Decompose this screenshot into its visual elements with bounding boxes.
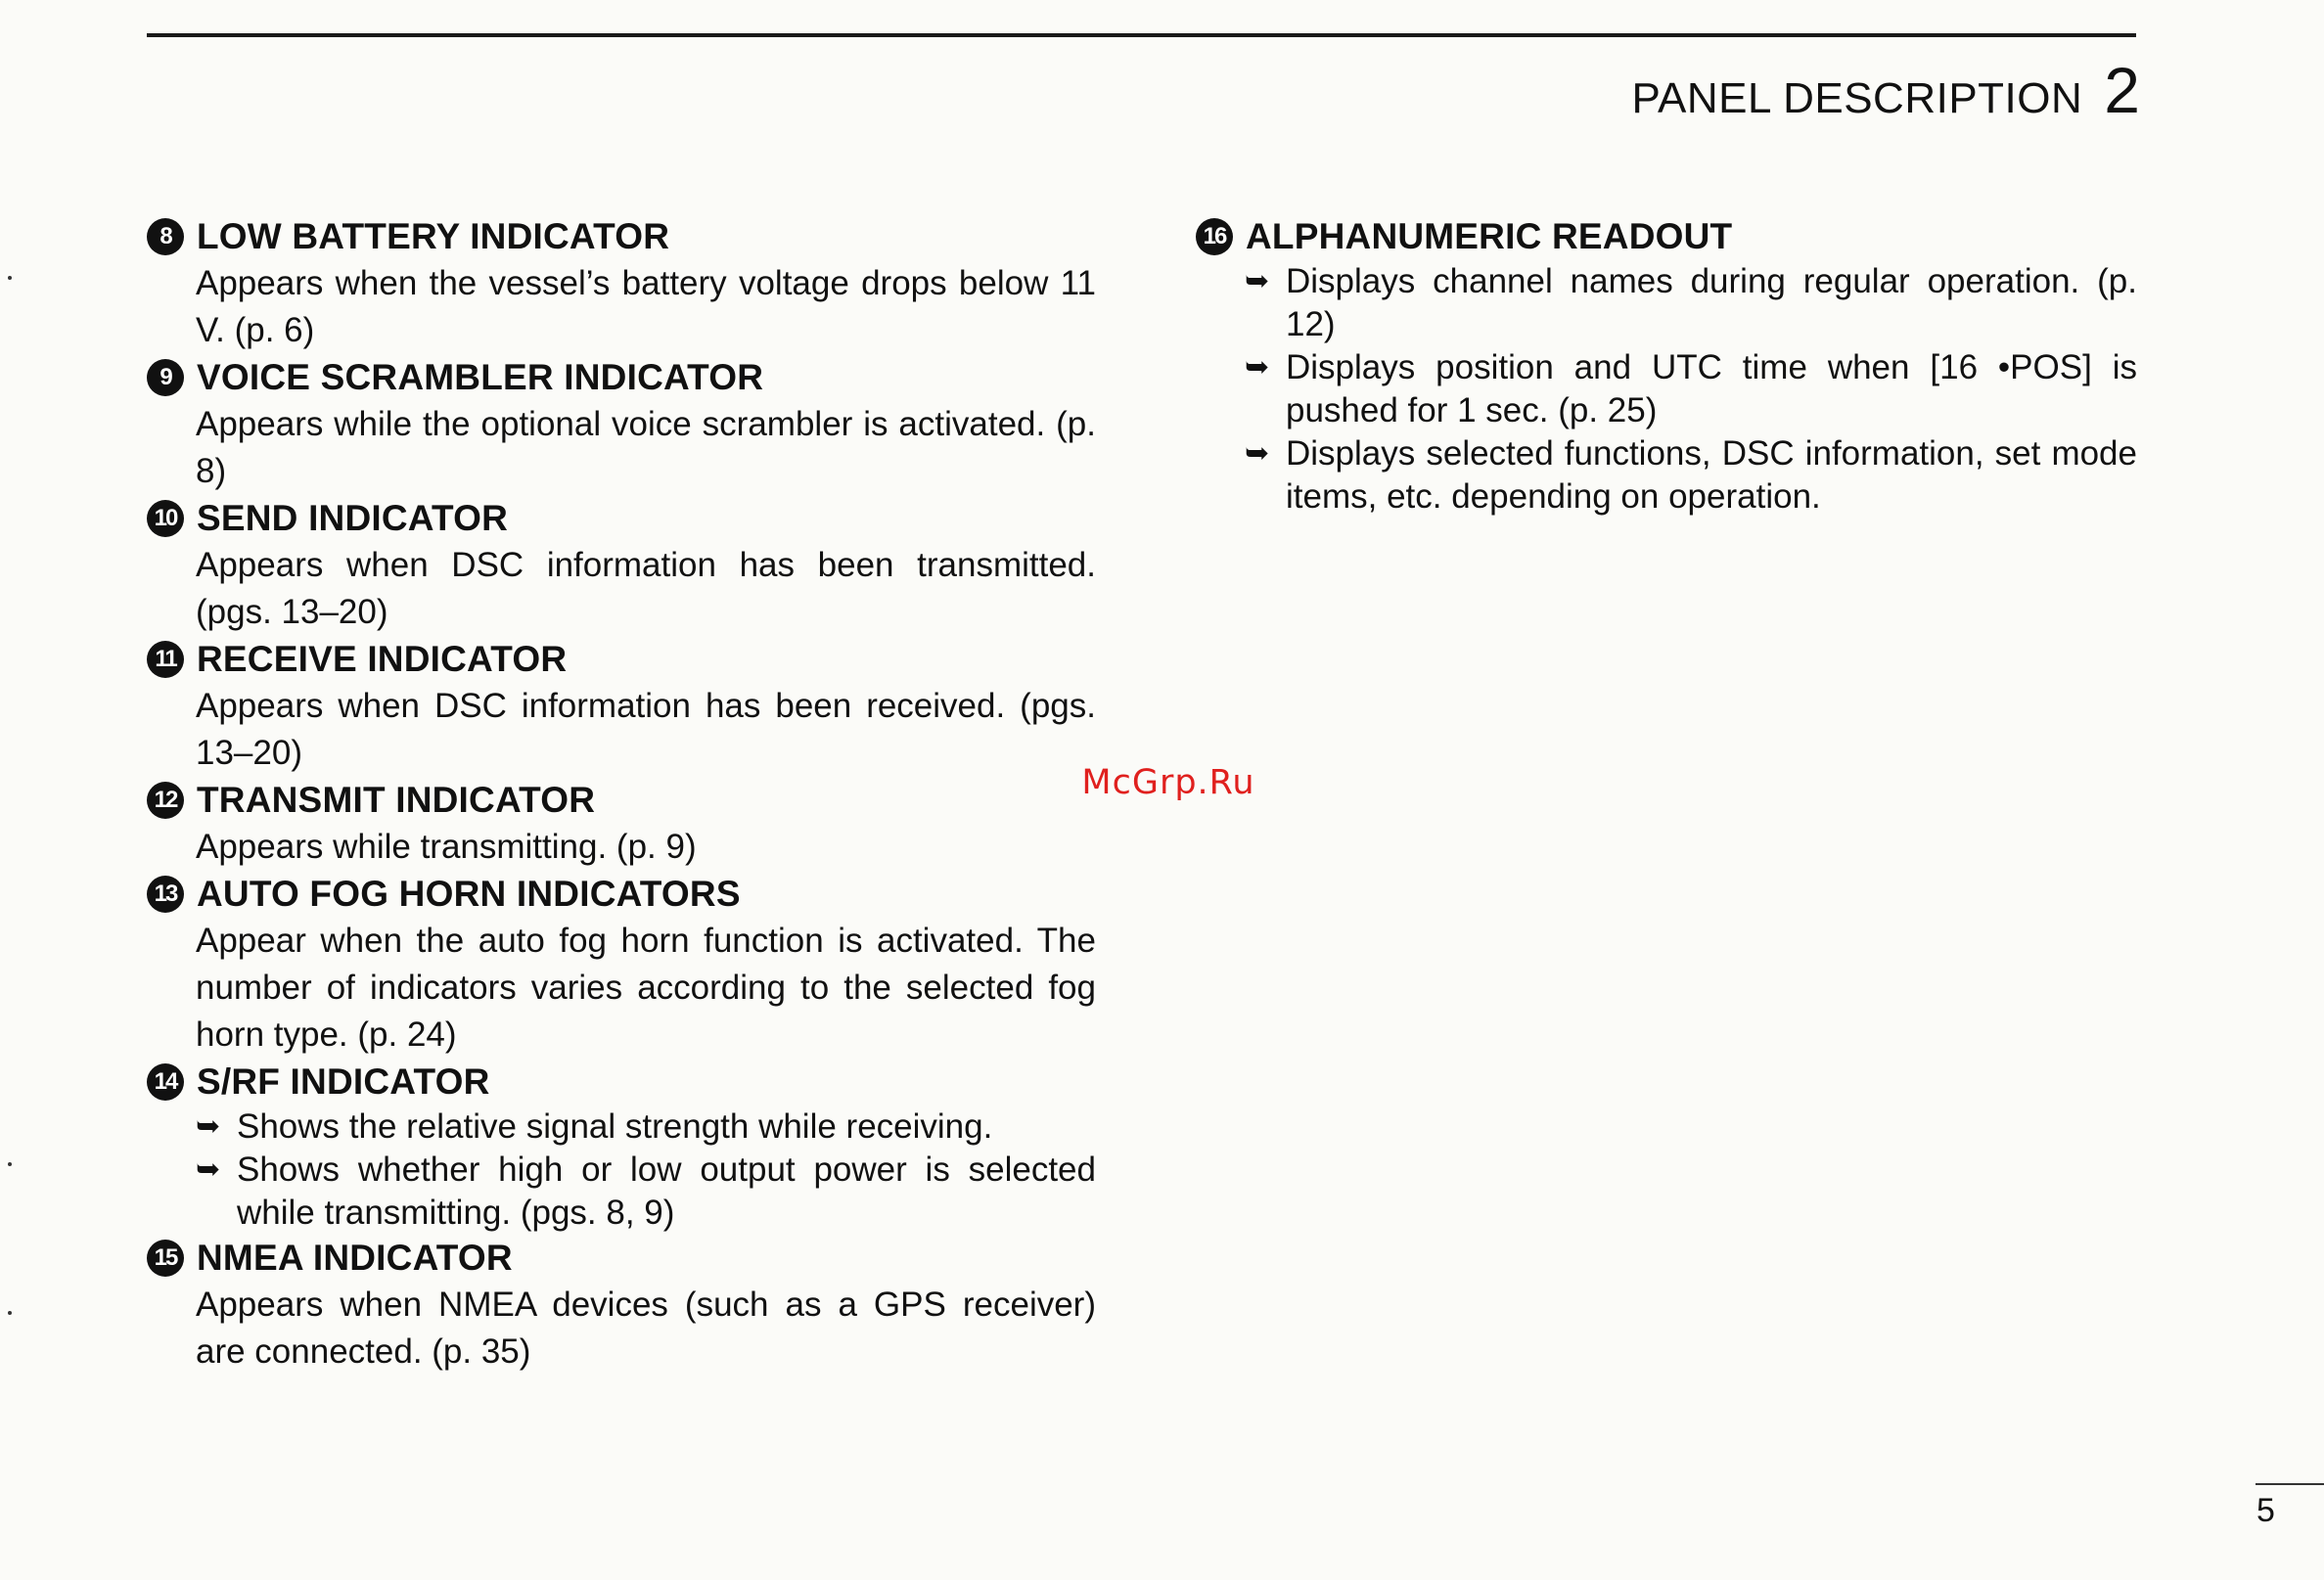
bullet-item: ➥ Shows whether high or low output power is selected while transmitting. (pgs. 8, 9) [196,1149,1096,1235]
chapter-number: 2 [2104,54,2140,126]
bullet-item: ➥ Displays selected functions, DSC information, set mode items, etc. depending on operation. [1245,432,2137,519]
entry-low-battery [147,213,1096,354]
item-number-badge: 10 [147,500,184,537]
entry-title: RECEIVE INDICATOR [197,639,568,679]
watermark: McGrp.Ru [1081,763,1255,802]
entry-title: NMEA INDICATOR [197,1238,513,1278]
item-number-badge: 13 [147,876,184,913]
item-number-badge: 15 [147,1240,184,1277]
arrow-icon: ➥ [1245,437,1270,470]
item-number-badge: 16 [1196,218,1233,255]
entry-description: Appears when NMEA devices (such as a GPS receiver) are connected. (p. 35) [196,1286,1096,1371]
entry-voice-scrambler [147,354,1096,495]
margin-mark [8,1162,12,1166]
arrow-icon: ➥ [196,1110,221,1143]
arrow-icon: ➥ [1245,351,1270,384]
margin-mark [8,1311,12,1315]
entry-receive [147,636,1096,777]
arrow-icon: ➥ [1245,265,1270,297]
entry-title: AUTO FOG HORN INDICATORS [197,874,741,914]
entry-nmea [147,1235,1096,1376]
entry-description: Appears while transmitting. (p. 9) [196,828,697,866]
entry-title: S/RF INDICATOR [197,1061,490,1102]
entry-title: VOICE SCRAMBLER INDICATOR [197,357,764,397]
bullet-item: ➥ Displays channel names during regular operation. (p. 12) [1245,260,2137,346]
item-number-badge: 8 [147,218,184,255]
entry-auto-fog-horn [147,871,1096,1059]
entry-description: Appears when the vessel’s battery voltage drops below 11 V. (p. 6) [196,264,1096,349]
arrow-icon: ➥ [196,1153,221,1186]
page-header [1631,53,2140,127]
entry-title: SEND INDICATOR [197,498,509,538]
item-number-badge: 9 [147,359,184,396]
entry-alphanumeric-readout [1196,213,2137,519]
entry-description: Appears while the optional voice scrambler is activated. (p. 8) [196,405,1096,490]
entry-description: Appear when the auto fog horn function is activated. The number of indicators varies according to the selected fog horn type. (p. 24) [196,922,1096,1054]
entry-send [147,495,1096,636]
item-number-badge: 12 [147,782,184,819]
top-rule [147,33,2136,37]
entry-description: Appears when DSC information has been received. (pgs. 13–20) [196,687,1096,772]
item-number-badge: 14 [147,1063,184,1101]
entry-transmit [147,777,1096,871]
bullet-item: ➥ Shows the relative signal strength while receiving. [196,1106,1096,1149]
entry-title: TRANSMIT INDICATOR [197,780,596,820]
margin-mark [8,276,12,280]
page-number: 5 [2256,1492,2275,1529]
entry-srf [147,1059,1096,1235]
bottom-rule [2256,1483,2324,1485]
left-column [147,213,1096,1376]
entry-description: Appears when DSC information has been transmitted. (pgs. 13–20) [196,546,1096,631]
entry-title: LOW BATTERY INDICATOR [197,216,670,256]
section-title: PANEL DESCRIPTION [1631,74,2083,122]
item-number-badge: 11 [147,641,184,678]
bullet-item: ➥ Displays position and UTC time when [16 •POS] is pushed for 1 sec. (p. 25) [1245,346,2137,432]
entry-title: ALPHANUMERIC READOUT [1246,216,1733,256]
right-column [1196,213,2137,519]
